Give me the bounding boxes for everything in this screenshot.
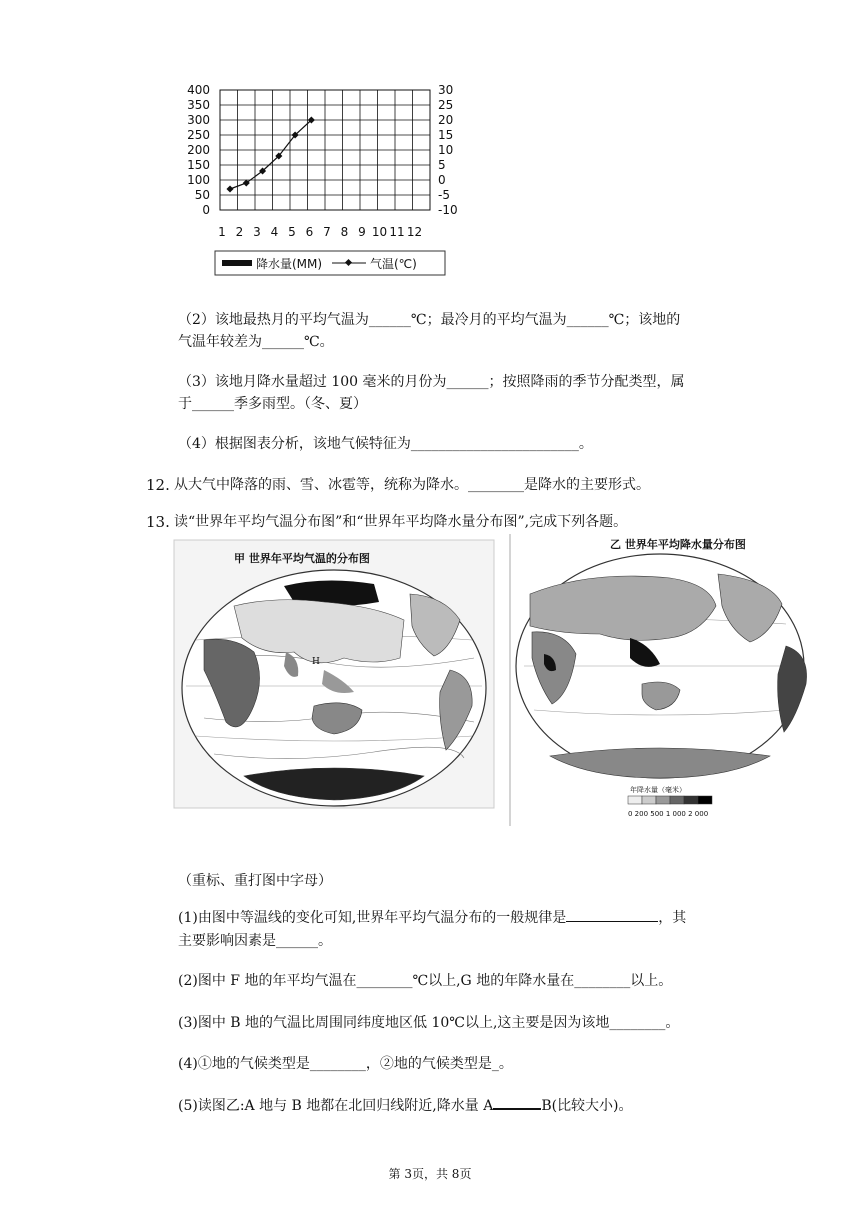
page-footer: 第 3页，共 8页 bbox=[388, 1167, 472, 1181]
q12-number: 12. bbox=[146, 476, 170, 494]
x-tick-label: 8 bbox=[340, 225, 349, 239]
precip-legend-swatch bbox=[222, 260, 252, 266]
precip-legend-bin-5 bbox=[684, 796, 698, 804]
q12-text: 从大气中降落的雨、雪、冰雹等，统称为降水。________是降水的主要形式。 bbox=[174, 477, 650, 493]
left-tick-label: 0 bbox=[202, 203, 210, 217]
precipitation-map bbox=[510, 534, 810, 826]
precip-legend-bin-6 bbox=[698, 796, 712, 804]
x-tick-label: 5 bbox=[288, 225, 296, 239]
q13-sub5-text-b: B(比较大小)。 bbox=[541, 1098, 633, 1114]
precip-legend-bin-2 bbox=[642, 796, 656, 804]
temperature-line bbox=[226, 116, 314, 192]
q13-sub1-text: (1)由图中等温线的变化可知,世界年平均气温分布的一般规律是 bbox=[178, 910, 567, 926]
q13-number: 13. bbox=[146, 513, 170, 531]
left-tick-label: 400 bbox=[187, 83, 210, 97]
temp-legend-label: 气温(℃) bbox=[370, 257, 417, 271]
relabel-note: （重标、重打图中字母） bbox=[178, 873, 332, 889]
q13-sub1-end: ，其 bbox=[658, 910, 687, 926]
temperature-point bbox=[226, 185, 233, 192]
precip-legend-title: 年降水量（毫米） bbox=[630, 786, 686, 794]
q13-sub5-text-a: (5)读图乙:A 地与 B 地都在北回归线附近,降水量 A bbox=[178, 1098, 494, 1114]
q11-part2-line2: 气温年较差为______℃。 bbox=[178, 334, 334, 350]
right-tick-label: 20 bbox=[438, 113, 454, 127]
right-tick-label: 25 bbox=[438, 98, 454, 112]
x-tick-label: 11 bbox=[389, 225, 405, 239]
map-letter-h: H bbox=[312, 657, 320, 667]
precip-legend-bin-1 bbox=[628, 796, 642, 804]
right-tick-label: -5 bbox=[438, 188, 450, 202]
right-tick-label: 30 bbox=[438, 83, 454, 97]
temperature-series-line bbox=[230, 120, 311, 189]
right-axis-ticks bbox=[438, 83, 458, 217]
q11-part4: （4）根据图表分析，该地气候特征为________________________。 bbox=[178, 436, 593, 452]
x-tick-label: 1 bbox=[218, 225, 226, 239]
x-tick-label: 6 bbox=[305, 225, 314, 239]
x-tick-label: 9 bbox=[358, 225, 366, 239]
q11-part3-line2: 于______季多雨型。（冬、夏） bbox=[178, 396, 367, 412]
precip-legend-bin-3 bbox=[656, 796, 670, 804]
q13-text: 读“世界年平均气温分布图”和“世界年平均降水量分布图”,完成下列各题。 bbox=[174, 514, 628, 530]
left-tick-label: 50 bbox=[194, 188, 210, 202]
left-axis-ticks bbox=[187, 83, 210, 217]
left-tick-label: 200 bbox=[187, 143, 210, 157]
precip-legend-label: 降水量(MM) bbox=[256, 257, 323, 271]
left-tick-label: 100 bbox=[187, 173, 210, 187]
right-tick-label: 0 bbox=[438, 173, 446, 187]
q11-part3-line1: （3）该地月降水量超过 100 毫米的月份为______；按照降雨的季节分配类型，属 bbox=[178, 374, 685, 390]
q13-sub3: (3)图中 B 地的气温比周围同纬度地区低 10℃以上,这主要是因为该地________。 bbox=[178, 1015, 680, 1031]
precipitation-map-title: 乙 世界年平均降水量分布图 bbox=[610, 538, 746, 551]
x-tick-label: 7 bbox=[323, 225, 331, 239]
x-tick-label: 12 bbox=[406, 225, 423, 239]
right-tick-label: 15 bbox=[438, 128, 454, 142]
q11-part2-line1: （2）该地最热月的平均气温为______℃；最冷月的平均气温为______℃；该地的 bbox=[178, 312, 681, 328]
temperature-map-title: 甲 世界年平均气温的分布图 bbox=[234, 552, 370, 565]
q13-sub1-line1 bbox=[178, 907, 686, 929]
q13-sub2: (2)图中 F 地的年平均气温在________℃以上,G 地的年降水量在________以上。 bbox=[178, 973, 673, 989]
precip-legend-bin-4 bbox=[670, 796, 684, 804]
q13-sub4: (4)①地的气候类型是________，②地的气候类型是_。 bbox=[178, 1056, 513, 1072]
x-tick-label: 10 bbox=[371, 225, 388, 239]
climate-chart bbox=[180, 78, 458, 283]
left-tick-label: 250 bbox=[187, 128, 210, 142]
x-axis-ticks bbox=[218, 225, 422, 239]
left-tick-label: 350 bbox=[187, 98, 210, 112]
temperature-map bbox=[174, 540, 494, 808]
right-tick-label: 5 bbox=[438, 158, 446, 172]
q13-sub5 bbox=[178, 1094, 633, 1117]
q13-sub5-blank[interactable] bbox=[493, 1094, 541, 1110]
x-tick-label: 2 bbox=[235, 225, 244, 239]
right-tick-label: 10 bbox=[438, 143, 454, 157]
x-tick-label: 3 bbox=[253, 225, 261, 239]
q13-sub1-line2: 主要影响因素是______。 bbox=[178, 933, 332, 949]
left-tick-label: 300 bbox=[187, 113, 210, 127]
left-tick-label: 150 bbox=[187, 158, 210, 172]
right-tick-label: -10 bbox=[438, 203, 458, 217]
x-tick-label: 4 bbox=[270, 225, 279, 239]
chart-grid bbox=[220, 90, 430, 210]
q13-sub1-blank[interactable] bbox=[566, 907, 658, 922]
precip-legend-labels: 0 200 500 1 000 2 000 bbox=[628, 810, 709, 818]
